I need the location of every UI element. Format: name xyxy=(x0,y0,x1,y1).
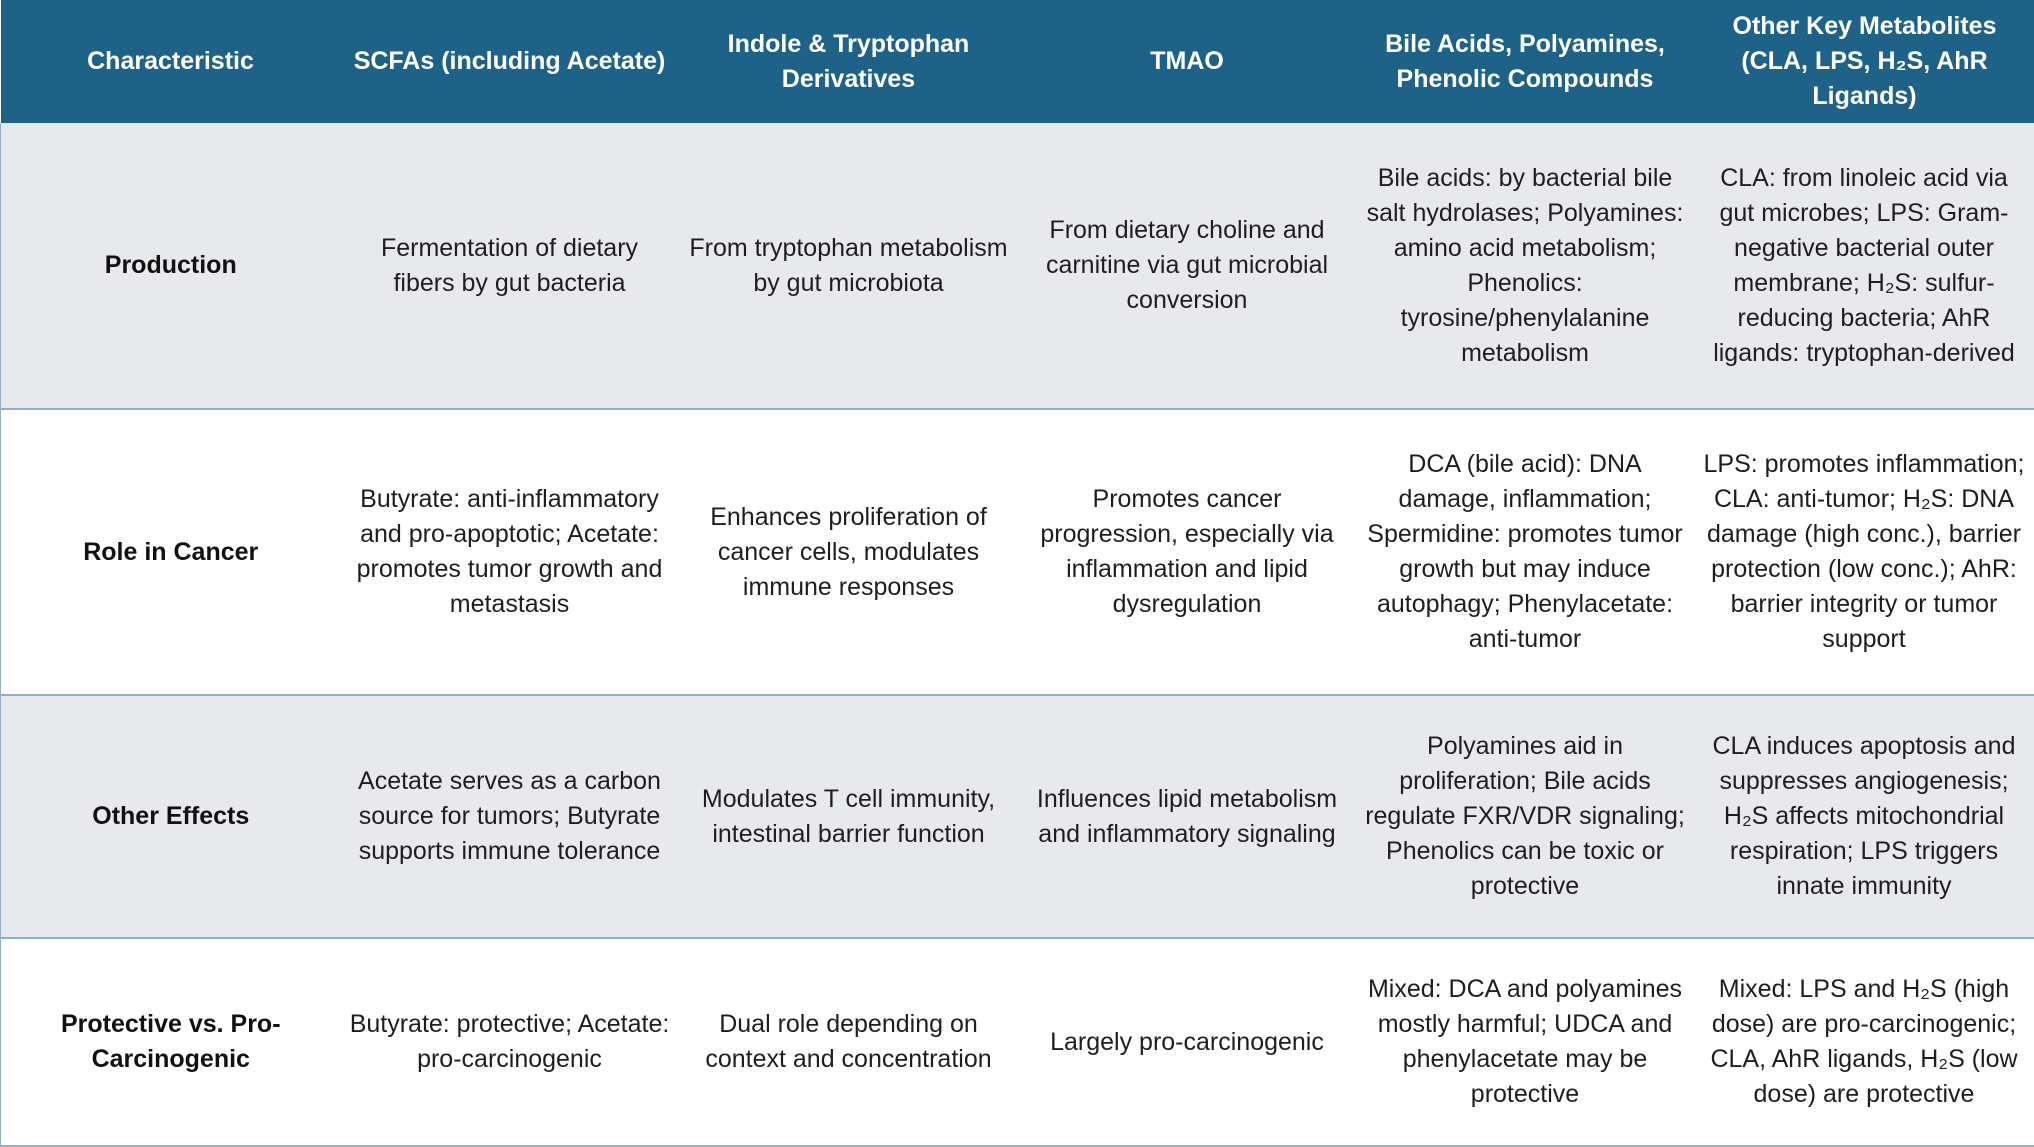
header-bile-acids-polyamines-phenolics: Bile Acids, Polyamines, Phenolic Compounds xyxy=(1356,0,1695,123)
table-row-protective-vs-pro-carcinogenic xyxy=(1,938,2034,1146)
cell-effects-tmao: Influences lipid metabolism and inflammatory signaling xyxy=(1019,695,1356,938)
cell-role-tmao: Promotes cancer progression, especially via inflammation and lipid dysregulation xyxy=(1019,409,1356,695)
table-row-role-in-cancer xyxy=(1,409,2034,695)
cell-role-bile-acids: DCA (bile acid): DNA damage, inflammation; Spermidine: promotes tumor growth but may induce autophagy; Phenylacetate: anti-tumor xyxy=(1356,409,1695,695)
cell-effects-bile-acids: Polyamines aid in proliferation; Bile acids regulate FXR/VDR signaling; Phenolics can be toxic or protective xyxy=(1356,695,1695,938)
cell-effects-scfas: Acetate serves as a carbon source for tumors; Butyrate supports immune tolerance xyxy=(341,695,679,938)
cell-production-scfas: Fermentation of dietary fibers by gut bacteria xyxy=(341,123,679,409)
cell-role-scfas: Butyrate: anti-inflammatory and pro-apoptotic; Acetate: promotes tumor growth and metastasis xyxy=(341,409,679,695)
header-row xyxy=(1,0,2034,123)
row-label-production: Production xyxy=(1,123,341,409)
cell-production-bile-acids: Bile acids: by bacterial bile salt hydrolases; Polyamines: amino acid metabolism; Phenolics: tyrosine/phenylalanine metabolism xyxy=(1356,123,1695,409)
header-characteristic: Characteristic xyxy=(1,0,341,123)
cell-effects-other: CLA induces apoptosis and suppresses angiogenesis; H₂S affects mitochondrial respiration; LPS triggers innate immunity xyxy=(1695,695,2034,938)
cell-protective-tmao: Largely pro-carcinogenic xyxy=(1019,938,1356,1146)
header-tmao: TMAO xyxy=(1019,0,1356,123)
header-scfas: SCFAs (including Acetate) xyxy=(341,0,679,123)
header-indole-tryptophan: Indole & Tryptophan Derivatives xyxy=(679,0,1019,123)
cell-production-tmao: From dietary choline and carnitine via gut microbial conversion xyxy=(1019,123,1356,409)
cell-role-indole: Enhances proliferation of cancer cells, modulates immune responses xyxy=(679,409,1019,695)
cell-protective-scfas: Butyrate: protective; Acetate: pro-carcinogenic xyxy=(341,938,679,1146)
cell-protective-indole: Dual role depending on context and concentration xyxy=(679,938,1019,1146)
cell-production-other: CLA: from linoleic acid via gut microbes; LPS: Gram-negative bacterial outer membrane; H₂S: sulfur-reducing bacteria; AhR ligands: tryptophan-derived xyxy=(1695,123,2034,409)
cell-effects-indole: Modulates T cell immunity, intestinal barrier function xyxy=(679,695,1019,938)
table-header xyxy=(1,0,2034,123)
table-row-production xyxy=(1,123,2034,409)
cell-production-indole: From tryptophan metabolism by gut microbiota xyxy=(679,123,1019,409)
row-label-role-in-cancer: Role in Cancer xyxy=(1,409,341,695)
row-label-protective-vs-pro-carcinogenic: Protective vs. Pro-Carcinogenic xyxy=(1,938,341,1146)
header-other-key-metabolites: Other Key Metabolites (CLA, LPS, H₂S, AhR Ligands) xyxy=(1695,0,2034,123)
cell-role-other: LPS: promotes inflammation; CLA: anti-tumor; H₂S: DNA damage (high conc.), barrier protection (low conc.); AhR: barrier integrity or tumor support xyxy=(1695,409,2034,695)
table-body xyxy=(1,123,2034,1146)
cell-protective-other: Mixed: LPS and H₂S (high dose) are pro-carcinogenic; CLA, AhR ligands, H₂S (low dose) are protective xyxy=(1695,938,2034,1146)
table-row-other-effects xyxy=(1,695,2034,938)
cell-protective-bile-acids: Mixed: DCA and polyamines mostly harmful; UDCA and phenylacetate may be protective xyxy=(1356,938,1695,1146)
row-label-other-effects: Other Effects xyxy=(1,695,341,938)
